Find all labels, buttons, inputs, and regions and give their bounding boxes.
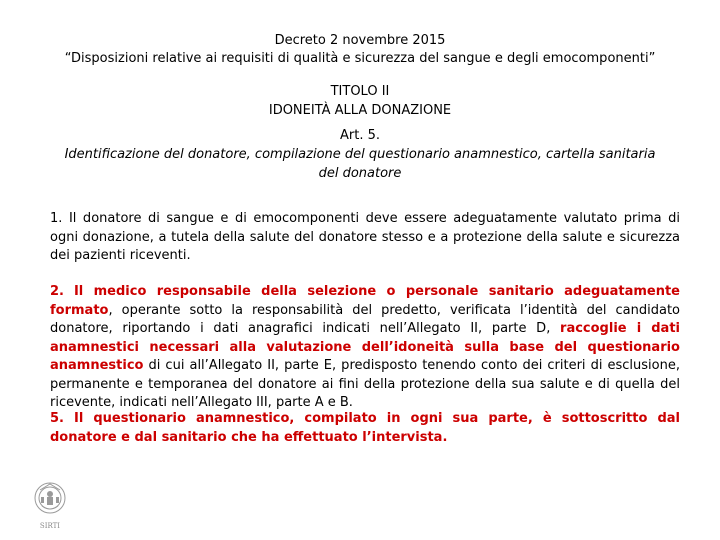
paragraph-5: 5. Il questionario anamnestico, compilato in ogni sua parte, è sottoscritto dal donatore e dal sanitario che ha effettuato l’intervista. [50, 411, 680, 445]
paragraph-2-number: 2. [50, 284, 64, 299]
decree-subtitle: “Disposizioni relative ai requisiti di qualità e sicurezza del sangue e degli emocomponenti” [64, 51, 656, 66]
institution-logo [30, 478, 70, 534]
section-title [0, 82, 720, 120]
seal-icon [30, 478, 70, 534]
titolo-name: IDONEITÀ ALLA DONAZIONE [268, 103, 452, 118]
paragraph-2-text-a: , operante sotto la responsabilità del predetto, verificata l’identità del candidato donatore, riportando i dati anagrafici indicati nell’Allegato II, parte D, [50, 302, 680, 336]
paragraph-2-highlight-a: Il medico responsabile della selezione o personale sanitario adeguatamente formato [50, 284, 680, 318]
paragraph-2 [50, 283, 680, 413]
article-subtitle: Identificazione del donatore, compilazione del questionario anamnestico, cartella sanitaria del donatore [64, 147, 656, 181]
titolo-number: TITOLO II [330, 84, 390, 99]
paragraph-2-highlight-b: raccoglie i dati anamnestici necessari alla valutazione dell’idoneità sulla base del questionario anamnestico [50, 321, 680, 373]
logo-caption: SIRTI [39, 522, 61, 530]
paragraph-1: 1. Il donatore di sangue e di emocomponenti deve essere adeguatamente valutato prima di ogni donazione, a tutela della salute del donatore stesso e a protezione della salute e sicurezza dei pazienti riceventi. [50, 211, 680, 263]
decree-title: Decreto 2 novembre 2015 [274, 33, 446, 48]
document-header [0, 32, 720, 68]
article-number: Art. 5. [339, 128, 380, 143]
paragraph-2-text-b: di cui all’Allegato II, parte E, predisposto tenendo conto dei criteri di esclusione, permanente e temporanea del donatore ai fini della protezione della sua salute e di quella del ricevente, indicati nell’Allegato III, parte A e B. [50, 358, 680, 410]
